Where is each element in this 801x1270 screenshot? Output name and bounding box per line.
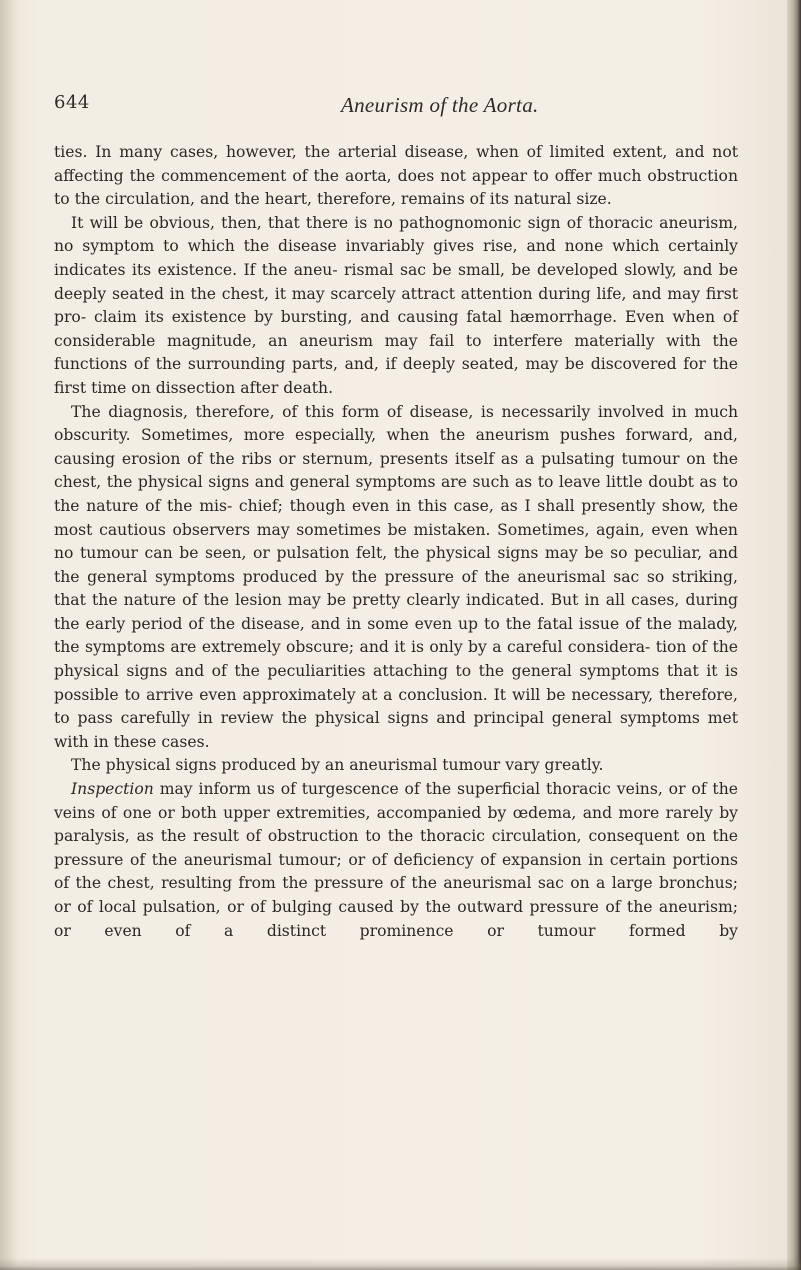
text-line: The physical signs produced by an aneurismal tumour vary greatly. — [71, 756, 604, 775]
text-line: symptoms are extremely obscure; and it is only by a careful considera- — [84, 638, 651, 657]
page-header — [54, 92, 754, 122]
page-binding-edge — [787, 0, 801, 1270]
text-line: may be so peculiar, and the general symptoms produced by the pressure — [54, 544, 738, 586]
text-line: seated, may be discovered for the first time on dissection after death. — [54, 355, 739, 397]
text-line: when no tumour can be seen, or pulsation felt, the physical signs — [54, 520, 738, 563]
text-line: rismal sac be small, be developed slowly, and be deeply seated in the — [54, 260, 738, 303]
body-text — [54, 141, 738, 943]
paragraph — [54, 401, 738, 755]
text-line: resulting from the pressure of the aneurismal sac on a large bronchus; — [161, 874, 738, 893]
text-line: It will be obvious, then, that there is no pathognomonic sign of — [71, 213, 582, 232]
text-line: ties. In many cases, however, the arterial disease, when of limited — [54, 143, 605, 161]
text-line: thoracic aneurism, no symptom to which the disease invariably gives — [54, 213, 738, 256]
text-line: chief; though even in this case, as I shall presently show, the most — [54, 496, 738, 539]
text-line: claim its existence by bursting, and causing fatal hæmorrhage. Even — [93, 308, 665, 327]
paragraph — [54, 754, 738, 778]
text-line: may inform us of turgescence of the superficial thoracic — [153, 780, 611, 799]
text-line: therefore, remains of its natural size. — [316, 190, 612, 209]
text-line: the aneurism; or even of a distinct prominence or tumour formed by — [54, 898, 738, 940]
text-line: the thoracic circulation, consequent on the pressure of the aneurismal — [54, 827, 739, 869]
text-line: or of local pulsation, or of bulging caused by the outward pressure of — [54, 898, 621, 916]
text-line: the disease, and in some even up to the fatal issue of the malady, the — [54, 614, 738, 657]
text-line: appear to offer much obstruction to the circulation, and the heart, — [54, 166, 738, 209]
running-head: Aneurism of the Aorta. — [341, 93, 539, 117]
text-line: extent, and not affecting the commencement of the aorta, does not — [54, 143, 738, 185]
text-line: œdema, and more rarely by paralysis, as the result of obstruction to — [54, 803, 738, 846]
paragraph — [54, 141, 738, 212]
text-line: in much obscurity. Sometimes, more especially, when the aneurism — [54, 402, 739, 445]
text-line: tion of the physical signs and of the peculiarities attaching to the — [54, 638, 738, 681]
text-line: physical signs and principal general symptoms met with in these cases. — [54, 709, 738, 751]
text-line: chest, it may scarcely attract attention during life, and may first pro- — [54, 284, 738, 327]
page-number: 644 — [54, 92, 90, 113]
text-line: when of considerable magnitude, an aneurism may fail to interfere — [54, 308, 739, 350]
text-line: tumour; or of deficiency of expansion in certain portions of the chest, — [54, 850, 738, 893]
text-line: symptoms are such as to leave little doubt as to the nature of the mis- — [54, 473, 738, 515]
text-line: itself as a pulsating tumour on the chest, the physical signs and general — [54, 449, 738, 492]
italic-lead-term: Inspection — [71, 780, 154, 799]
text-line: of the aneurismal sac so striking, that the nature of the lesion may be — [54, 567, 738, 610]
text-line: general symptoms that it is possible to arrive even approximately at a — [54, 662, 738, 704]
page-gutter-shadow — [0, 0, 18, 1270]
page-bottom-edge — [0, 1258, 801, 1270]
text-line: pushes forward, and, causing erosion of the ribs or sternum, presents — [54, 426, 738, 468]
text-line: materially with the functions of the surrounding parts, and, if deeply — [54, 331, 738, 374]
text-line: pretty clearly indicated. But in all cases, during the early period of — [54, 591, 738, 633]
text-line: The diagnosis, therefore, of this form of disease, is necessarily involved — [71, 402, 665, 421]
paragraph — [54, 778, 738, 943]
text-line: rise, and none which certainly indicates its existence. If the aneu- — [54, 237, 738, 279]
text-line: veins, or of the veins of one or both upper extremities, accompanied by — [54, 780, 738, 822]
text-line: cautious observers may sometimes be mistaken. Sometimes, again, even — [99, 520, 689, 539]
paragraph — [54, 212, 738, 401]
text-line: conclusion. It will be necessary, therefore, to pass carefully in review the — [54, 685, 738, 728]
